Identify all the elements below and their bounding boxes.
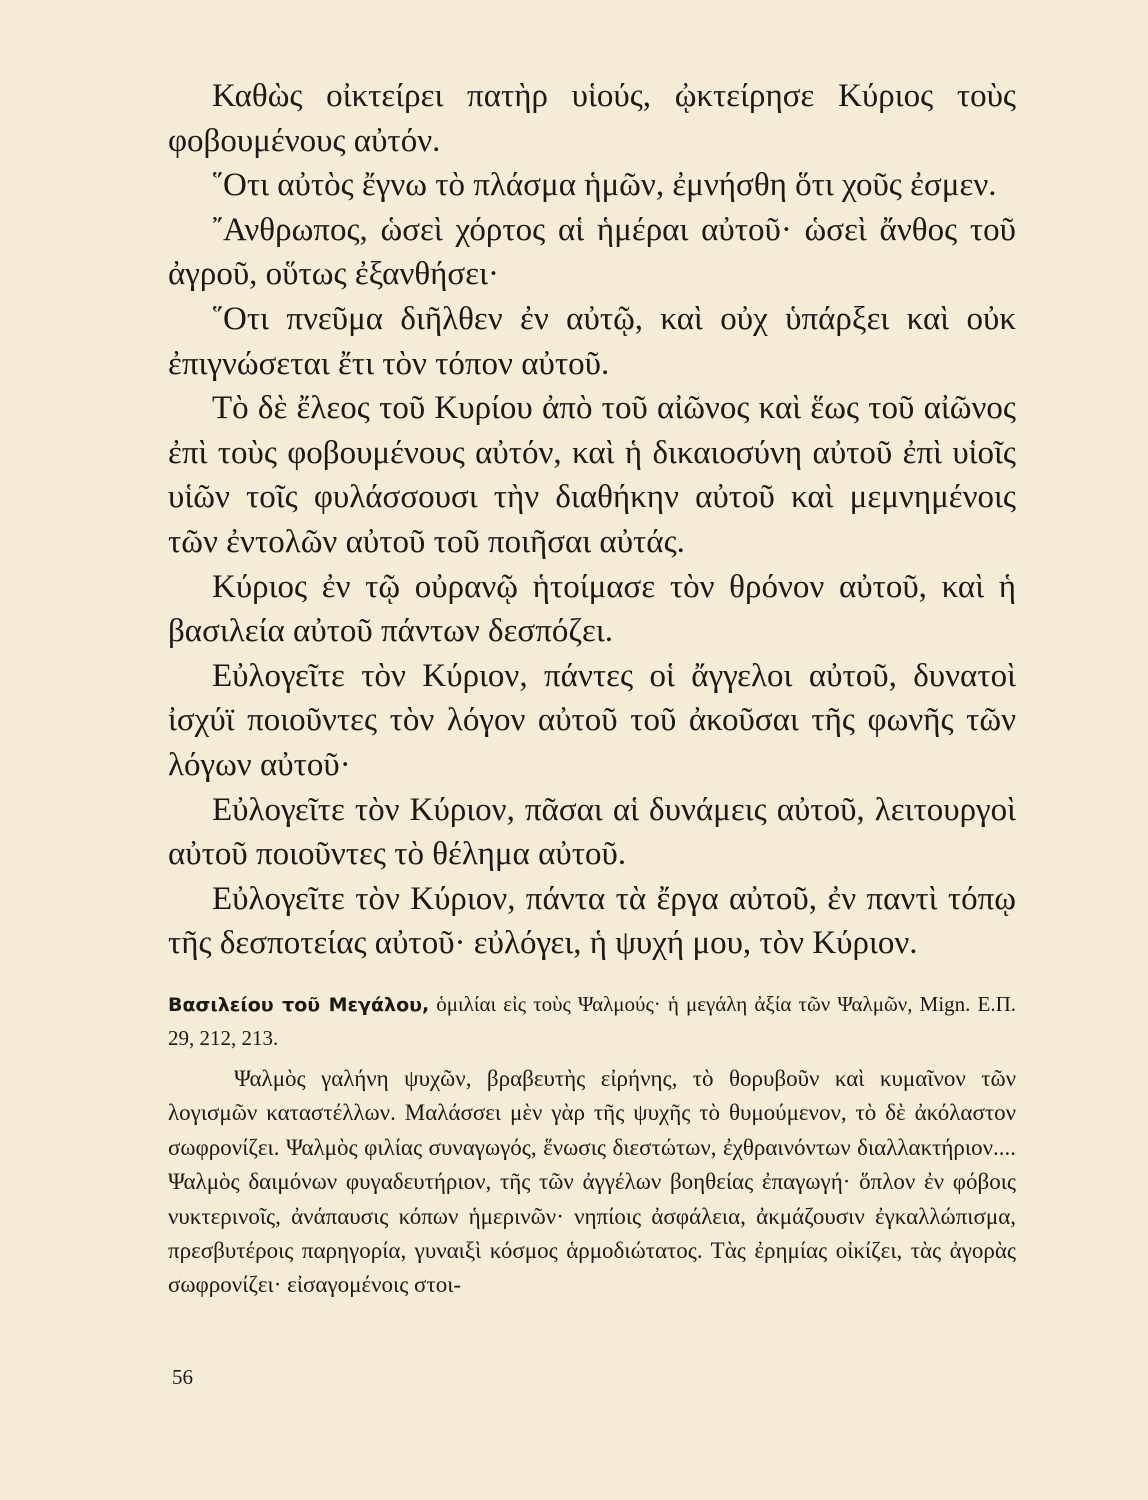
psalm-verse: ῞Οτι πνεῦμα διῆλθεν ἐν αὐτῷ, καὶ οὐχ ὑπάρξει καὶ οὐκ ἐπιγνώσεται ἔτι τὸν τόπον αὐτοῦ. bbox=[168, 300, 1016, 382]
psalm-verse: Εὐλογεῖτε τὸν Κύριον, πάντα τὰ ἔργα αὐτοῦ, ἐν παντὶ τόπῳ τῆς δεσποτείας αὐτοῦ· εὐλόγει, ἡ ψυχή μου, τὸν Κύριον. bbox=[168, 880, 1016, 962]
psalm-verse: Κύριος ἐν τῷ οὐρανῷ ἡτοίμασε τὸν θρόνον αὐτοῦ, καὶ ἡ βασιλεία αὐτοῦ πάντων δεσπόζει. bbox=[168, 568, 1016, 650]
psalm-verse: Καθὼς οἰκτείρει πατὴρ υἱούς, ᾠκτείρησε Κύριος τοὺς φοβουμένους αὐτόν. bbox=[168, 78, 1016, 159]
source-author: Βασιλείου τοῦ Μεγάλου, bbox=[168, 994, 430, 1016]
page-number: 56 bbox=[172, 1365, 193, 1389]
psalm-verse: ῞Οτι αὐτὸς ἔγνω τὸ πλάσμα ἡμῶν, ἐμνήσθη ὅτι χοῦς ἐσμεν. bbox=[212, 167, 997, 204]
psalm-verse: Τὸ δὲ ἔλεος τοῦ Κυρίου ἀπὸ τοῦ αἰῶνος καὶ ἕως τοῦ αἰῶνος ἐπὶ τοὺς φοβουμένους αὐτόν, καὶ ἡ δικαιοσύνη αὐτοῦ ἐπὶ υἱοῖς υἱῶν τοῖς φυλάσσουσι τὴν διαθήκην αὐτοῦ καὶ μεμνημένοις τῶν ἐντολῶν αὐτοῦ τοῦ ποιῆσαι αὐτάς. bbox=[168, 390, 1016, 560]
homily-quote bbox=[168, 1062, 1016, 1303]
source-text: ὁμιλίαι εἰς τοὺς Ψαλμούς· ἡ μεγάλη ἀξία τῶν Ψαλμῶν, Mign. Ε.Π. 29, 212, 213. bbox=[168, 992, 1017, 1050]
psalm-verse: Εὐλογεῖτε τὸν Κύριον, πᾶσαι αἱ δυνάμεις αὐτοῦ, λειτουργοὶ αὐτοῦ ποιοῦντες τὸ θέλημα αὐτοῦ. bbox=[168, 791, 1016, 873]
psalm-verse: Εὐλογεῖτε τὸν Κύριον, πάντες οἱ ἄγγελοι αὐτοῦ, δυνατοὶ ἰσχύϊ ποιοῦντες τὸν λόγον αὐτοῦ τοῦ ἀκοῦσαι τῆς φωνῆς τῶν λόγων αὐτοῦ· bbox=[168, 657, 1016, 783]
psalm-verse: ῎Ανθρωπος, ὡσεὶ χόρτος αἱ ἡμέραι αὐτοῦ· ὡσεὶ ἄνθος τοῦ ἀγροῦ, οὕτως ἐξανθήσει· bbox=[168, 211, 1016, 293]
quote-paragraph: Ψαλμὸς γαλήνη ψυχῶν, βραβευτὴς εἰρήνης, τὸ θορυβοῦν καὶ κυμαῖνον τῶν λογισμῶν καταστέλλων. Μαλάσσει μὲν γὰρ τῆς ψυχῆς τὸ θυμούμενον, τὸ δὲ ἀκόλαστον σωφρονίζει. Ψαλμὸς φιλίας συναγωγός, ἕνωσις διεστώτων, ἐχθραινόντων διαλλακτήριον.... Ψαλμὸς δαιμόνων φυγαδευτήριον, τῆς τῶν ἀγγέλων βοηθείας ἐπαγωγή· ὅπλον ἐν φόβοις νυκτερινοῖς, ἀνάπαυσις κόπων ἡμερινῶν· νηπίοις ἀσφάλεια, ἀκμάζουσιν ἐγκαλλώπισμα, πρεσβυτέροις παρηγορία, γυναιξὶ κόσμος ἁρμοδιώτατος. Τὰς ἐρημίας οἰκίζει, τὰς ἀγορὰς σωφρονίζει· εἰσαγομένοις στοι- bbox=[168, 1066, 1016, 1298]
source-citation bbox=[168, 988, 1016, 1055]
psalm-text bbox=[168, 74, 1016, 966]
